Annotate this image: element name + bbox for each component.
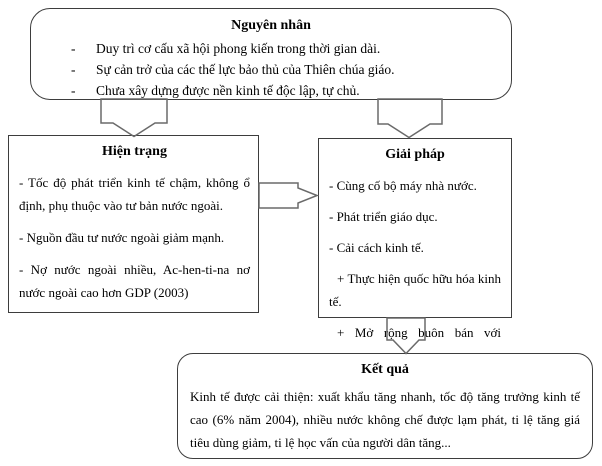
status-title: Hiện trạng — [102, 144, 167, 159]
solution-box — [318, 138, 512, 340]
cause-item-text: Chưa xây dựng được nền kinh tế độc lập, tự chủ. — [96, 83, 360, 98]
result-title: Kết quả — [361, 362, 409, 377]
status-item-text: - Tốc độ phát triển kinh tế chậm, không ổ định, phụ thuộc vào tư bản nước ngoài. — [19, 175, 250, 213]
list-item — [31, 38, 511, 59]
result-body-text: Kinh tế được cải thiện: xuất khẩu tăng nhanh, tốc độ tăng trưởng kinh tế cao (6% năm 2004), nhiều nước không chế được lạm phát, ti lệ tăng giá tiêu dùng giảm, ti lệ học vấn của người dân tăng... — [190, 389, 580, 450]
right-arrow-status-to-solution — [259, 183, 317, 208]
status-item-text: - Nguồn đầu tư nước ngoài giảm mạnh. — [19, 230, 225, 245]
result-box — [177, 353, 593, 459]
solution-title: Giải pháp — [385, 147, 445, 162]
cause-list — [31, 38, 511, 101]
bullet-dash: - — [71, 41, 76, 56]
solution-item-text: - Phát triển giáo dục. — [329, 209, 438, 224]
down-arrow-cause-to-solution — [378, 99, 442, 138]
cause-item-text: Sự cản trở của các thế lực bảo thủ của Thiên chúa giáo. — [96, 62, 395, 77]
cause-item-text: Duy trì cơ cấu xã hội phong kiến trong thời gian dài. — [96, 41, 381, 56]
status-item-text: - Nợ nước ngoài nhiều, Ac-hen-ti-na nơ nước ngoài cao hơn GDP (2003) — [19, 262, 250, 300]
bullet-dash: - — [71, 83, 76, 98]
bullet-dash: - — [71, 62, 76, 77]
list-item — [31, 80, 511, 101]
cause-box — [30, 8, 512, 100]
solution-item-text: - Cùng cố bộ máy nhà nước. — [329, 178, 477, 193]
solution-subitem-text: + Thực hiện quốc hữu hóa kinh tế. — [329, 271, 501, 309]
solution-subitem-text: + Mở rộng buôn bán với — [337, 325, 501, 340]
list-item — [31, 59, 511, 80]
status-box — [8, 135, 259, 313]
solution-item-text: - Cải cách kinh tế. — [329, 240, 424, 255]
down-arrow-cause-to-status — [101, 99, 167, 137]
cause-title: Nguyên nhân — [231, 18, 311, 33]
